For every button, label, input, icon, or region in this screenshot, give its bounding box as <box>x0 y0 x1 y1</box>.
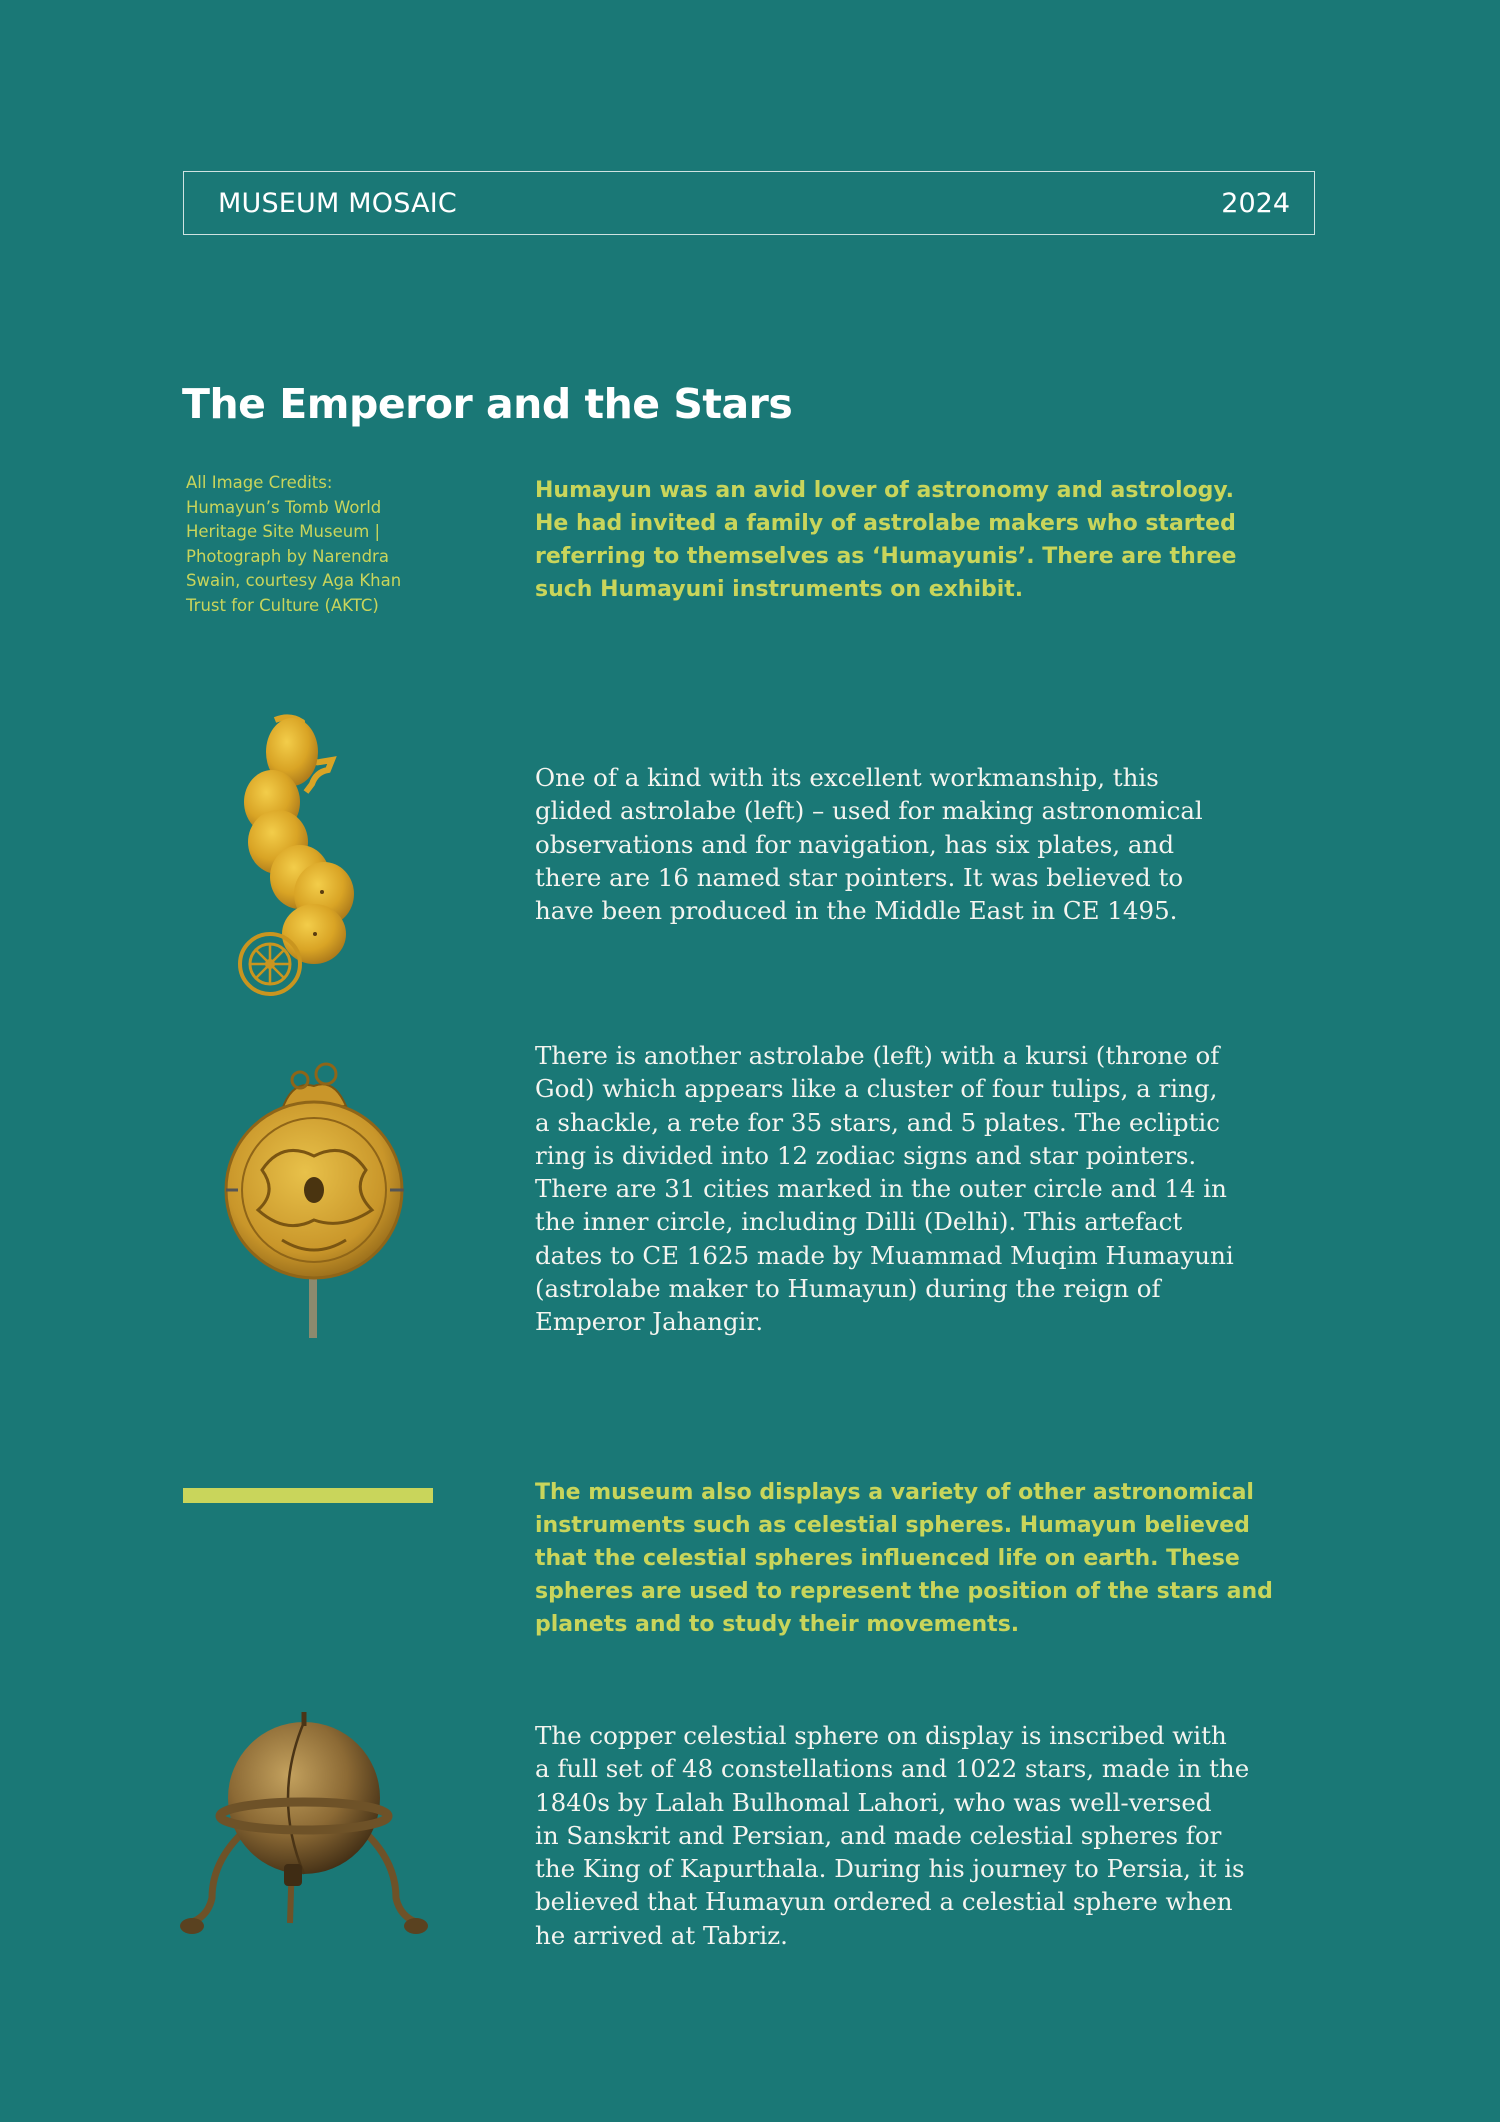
intro-paragraph <box>535 474 1275 606</box>
lead-line: instruments such as celestial spheres. Humayun believed <box>535 1513 1250 1538</box>
credits-line: Photograph by Narendra <box>186 546 389 566</box>
lead-line: The museum also displays a variety of other astronomical <box>535 1480 1254 1505</box>
credits-line: Trust for Culture (AKTC) <box>186 595 379 615</box>
lead-line: planets and to study their movements. <box>535 1612 1020 1637</box>
body-line: a shackle, a rete for 35 stars, and 5 plates. The ecliptic <box>535 1107 1220 1137</box>
accent-divider <box>183 1488 433 1503</box>
body-line: a full set of 48 constellations and 1022 stars, made in the <box>535 1754 1250 1784</box>
credits-line: Humayun’s Tomb World <box>186 497 382 517</box>
body-line: the inner circle, including Dilli (Delhi). This artefact <box>535 1207 1183 1237</box>
intro-line: He had invited a family of astrolabe makers who started <box>535 511 1236 536</box>
body-line: Emperor Jahangir. <box>535 1307 764 1337</box>
body-line: dates to CE 1625 made by Muammad Muqim Humayuni <box>535 1240 1234 1270</box>
body-line: God) which appears like a cluster of four tulips, a ring, <box>535 1074 1218 1104</box>
publication-name: MUSEUM MOSAIC <box>218 188 457 219</box>
celestial-sphere-image <box>172 1708 436 1940</box>
intro-line: referring to themselves as ‘Humayunis’. There are three <box>535 544 1237 569</box>
body-line: there are 16 named star pointers. It was believed to <box>535 862 1184 892</box>
credits-line: Swain, courtesy Aga Khan <box>186 571 402 590</box>
body-line: The copper celestial sphere on display is inscribed with <box>535 1721 1227 1750</box>
body-line: There are 31 cities marked in the outer circle and 14 in <box>535 1174 1227 1204</box>
body-line: have been produced in the Middle East in CE 1495. <box>535 896 1178 926</box>
spheres-intro-paragraph <box>535 1476 1275 1641</box>
body-line: (astrolabe maker to Humayun) during the reign of <box>535 1274 1161 1304</box>
credits-line: Heritage Site Museum | <box>186 522 381 541</box>
body-line: in Sanskrit and Persian, and made celestial spheres for <box>535 1820 1222 1850</box>
body-line: glided astrolabe (left) – used for making astronomical <box>535 796 1203 826</box>
celestial-sphere-description <box>535 1719 1295 1952</box>
body-line: observations and for navigation, has six plates, and <box>535 829 1174 859</box>
body-line: believed that Humayun ordered a celestial sphere when <box>535 1887 1233 1917</box>
body-line: 1840s by Lalah Bulhomal Lahori, who was well-versed <box>535 1787 1212 1817</box>
article-title: The Emperor and the Stars <box>182 380 793 428</box>
lead-line: spheres are used to represent the position of the stars and <box>535 1579 1273 1604</box>
body-line: he arrived at Tabriz. <box>535 1920 788 1950</box>
body-line: One of a kind with its excellent workmanship, this <box>535 763 1159 792</box>
body-line: the King of Kapurthala. During his journey to Persia, it is <box>535 1854 1245 1884</box>
credits-line: All Image Credits: <box>186 473 333 492</box>
gilded-astrolabe-image <box>220 712 370 1007</box>
image-credits <box>186 471 426 618</box>
kursi-astrolabe-image <box>222 1060 408 1340</box>
masthead <box>183 171 1315 235</box>
body-line: There is another astrolabe (left) with a kursi (throne of <box>535 1041 1220 1070</box>
intro-line: Humayun was an avid lover of astronomy and astrology. <box>535 478 1235 503</box>
intro-line: such Humayuni instruments on exhibit. <box>535 577 1024 602</box>
body-line: ring is divided into 12 zodiac signs and star pointers. <box>535 1140 1197 1170</box>
publication-year: 2024 <box>1221 188 1290 219</box>
astrolabe-one-description <box>535 761 1295 927</box>
astrolabe-two-description <box>535 1039 1295 1339</box>
lead-line: that the celestial spheres influenced life on earth. These <box>535 1546 1240 1571</box>
